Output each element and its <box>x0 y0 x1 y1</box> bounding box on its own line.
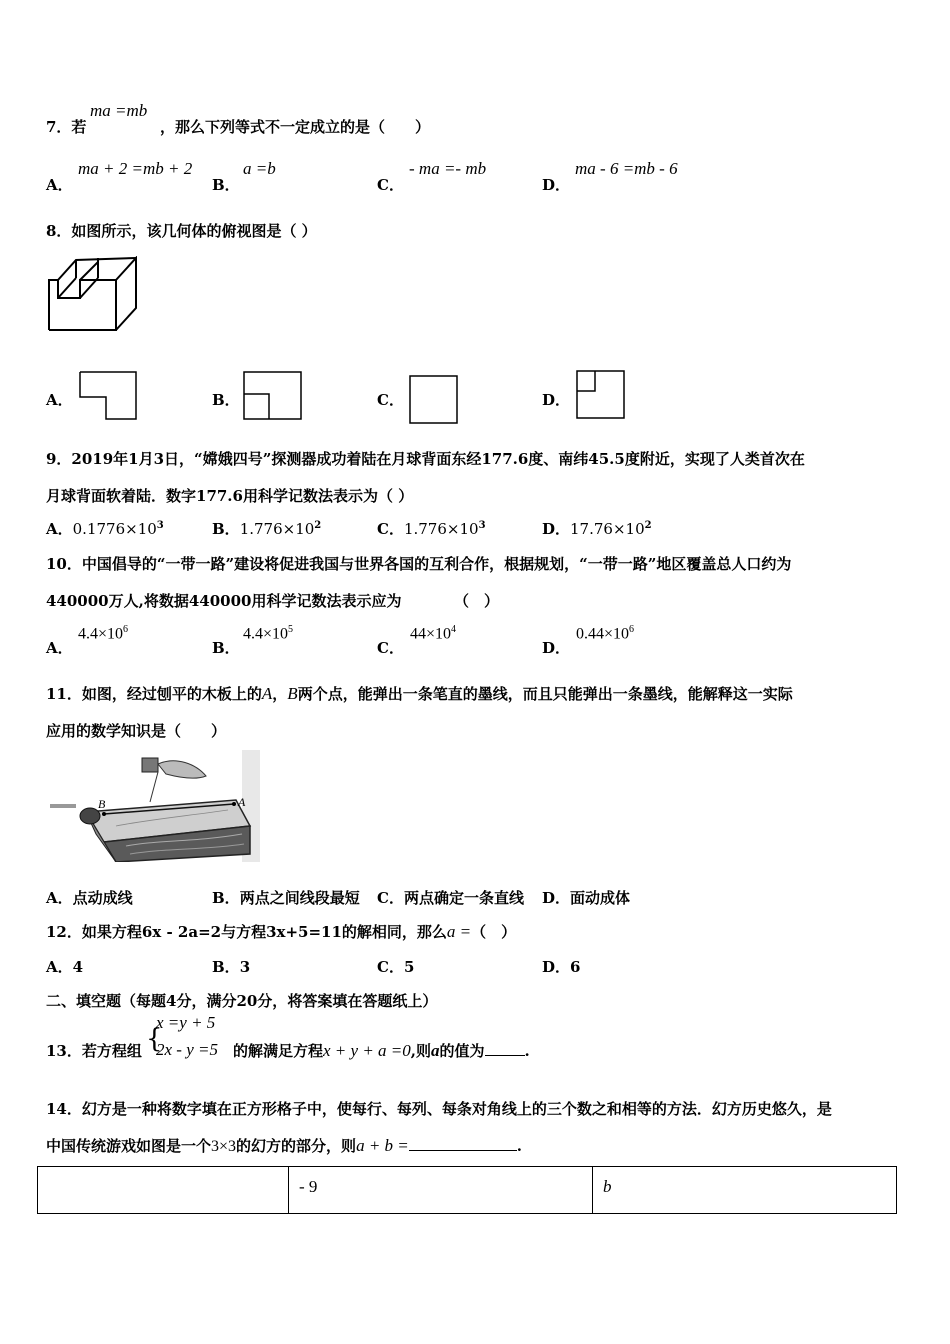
q10-option-b-base: 4.4×10 <box>243 625 289 643</box>
q9-option-d-label: D． <box>542 520 571 538</box>
q14-magic-square-table <box>37 1166 897 1214</box>
q7-number: 7．若 <box>46 118 87 136</box>
q12-option-a-text: 4 <box>72 958 84 976</box>
q11-option-d-text: 面动成体 <box>570 889 631 907</box>
q9-option-a <box>46 518 164 539</box>
q10-option-c-exp: 4 <box>451 624 457 635</box>
q9-option-b-base: 1.776×10 <box>239 520 315 538</box>
q10-option-a-label: A． <box>46 639 73 657</box>
q7-option-b-expr: a =b <box>243 159 276 178</box>
q8-option-d-figure <box>575 369 627 421</box>
q14-stem-line2 <box>46 1135 522 1156</box>
q11-point-a: A <box>261 684 273 703</box>
q12-option-c-label: C． <box>377 958 404 976</box>
q11-option-b-text: 两点之间线段最短 <box>239 889 360 907</box>
q13-stem-mid: 的解满足方程 <box>233 1042 324 1060</box>
q13-equation-3: x + y + a =0 <box>323 1041 411 1060</box>
q11-stem-suffix: 两个点，能弹出一条笔直的墨线，而且只能弹出一条墨线，能解释这一实际 <box>297 685 793 703</box>
q13-stem-tail1: ,则 <box>410 1042 432 1060</box>
q12-option-b-label: B． <box>212 958 240 976</box>
q11-option-b <box>212 887 360 908</box>
q12-option-b <box>212 956 250 977</box>
q7-option-b-label: B． <box>212 176 240 194</box>
q7-option-a-expr: ma + 2 =mb + 2 <box>78 159 193 178</box>
q7-option-a-label: A． <box>46 176 73 194</box>
q10-option-b-expr <box>243 624 293 643</box>
q10-option-b-exp: 5 <box>288 624 294 635</box>
q9-option-c-exp: 3 <box>478 520 486 531</box>
q10-option-d-expr <box>576 624 634 643</box>
q9-stem-line1: 9．2019年1月3日，“嫦娥四号”探测器成功着陆在月球背面东经177.6度、南纬45.5度附近，实现了人类首次在 <box>46 450 805 468</box>
q7-condition: ma =mb <box>90 101 148 120</box>
q8-option-c-label: C． <box>377 391 404 409</box>
q10-option-d-base: 0.44×10 <box>576 625 630 643</box>
q13-variable: a <box>431 1041 440 1060</box>
q12-variable: a = <box>446 922 472 941</box>
q11-option-d-label: D． <box>542 889 571 907</box>
q12-stem-text: 12．如果方程6x - 2a=2与方程3x+5=11的解相同，那么 <box>46 923 447 941</box>
q13-prefix: 13．若方程组 <box>46 1042 142 1060</box>
q8-option-d-label: D． <box>542 391 571 409</box>
q7-option-c-expr: - ma =- mb <box>409 159 487 178</box>
q11-figure-label-a: A <box>238 795 246 809</box>
q11-option-c-text: 两点确定一条直线 <box>403 889 524 907</box>
q13-equation-1: x =y + 5 <box>156 1013 216 1032</box>
magic-square-cell-2: - 9 <box>289 1167 593 1214</box>
q9-option-b <box>212 518 321 539</box>
q14-end: . <box>516 1137 522 1155</box>
q11-stem-prefix: 11．如图，经过刨平的木板上的 <box>46 685 262 703</box>
q10-option-b-label: B． <box>212 639 240 657</box>
q12-option-d <box>542 956 580 977</box>
q10-option-a-base: 4.4×10 <box>78 625 124 643</box>
q10-option-c-expr <box>410 624 456 643</box>
q10-option-a-expr <box>78 624 128 643</box>
q9-option-d-exp: 2 <box>644 520 652 531</box>
q11-option-c <box>377 887 524 908</box>
q11-separator: ， <box>272 685 288 703</box>
q8-option-a-label: A． <box>46 391 73 409</box>
section-heading-fill-in: 二、填空题（每题4分，满分20分，将答案填在答题纸上） <box>46 992 438 1010</box>
q9-option-a-label: A． <box>46 520 73 538</box>
q12-option-a-label: A． <box>46 958 73 976</box>
q9-stem-line2: 月球背面软着陆．数字177.6用科学记数法表示为（ ） <box>46 487 414 505</box>
q8-stem: 8．如图所示，该几何体的俯视图是（ ） <box>46 222 317 240</box>
q9-option-b-exp: 2 <box>314 520 322 531</box>
q8-option-c-figure <box>408 374 460 426</box>
q9-option-d <box>542 518 652 539</box>
q10-stem-line1: 10．中国倡导的“一带一路”建设将促进我国与世界各国的互利合作，根据规划，“一带一路”地区覆盖总人口约为 <box>46 555 792 573</box>
q9-option-a-exp: 3 <box>156 520 164 531</box>
q11-option-a-label: A． <box>46 889 73 907</box>
q7-option-d-label: D． <box>542 176 571 194</box>
q10-stem-line2: 440000万人,将数据440000用科学记数法表示应为 （ ） <box>46 592 499 610</box>
q14-stem-line1: 14．幻方是一种将数字填在正方形格子中，使每行、每列、每条对角线上的三个数之和相等的方法．幻方历史悠久，是 <box>46 1100 832 1118</box>
q11-figure-label-b: B <box>98 797 106 811</box>
q11-stem-line2: 应用的数学知识是（ ） <box>46 722 227 740</box>
q8-option-a-figure <box>78 370 140 422</box>
q9-option-d-base: 17.76×10 <box>570 520 645 538</box>
q13-answer-blank[interactable] <box>485 1041 525 1056</box>
q12-option-b-text: 3 <box>239 958 251 976</box>
q12-option-a <box>46 956 83 977</box>
q14-answer-blank[interactable] <box>409 1136 517 1151</box>
q11-carpenter-illustration <box>46 750 260 862</box>
q14-stem-mid: 的幻方的部分，则 <box>236 1137 357 1155</box>
q8-solid-figure <box>46 256 140 334</box>
q10-option-d-exp: 6 <box>629 624 635 635</box>
magic-square-cell-3: b <box>593 1167 897 1214</box>
q10-option-c-label: C． <box>377 639 404 657</box>
q14-grid-size: 3×3 <box>211 1138 237 1155</box>
q13-end: . <box>524 1042 530 1060</box>
q13-system-brace: { <box>146 1024 163 1054</box>
q11-stem-line1 <box>46 683 793 704</box>
q11-option-a-text: 点动成线 <box>72 889 133 907</box>
q10-option-c-base: 44×10 <box>410 625 452 643</box>
q12-stem <box>46 921 516 942</box>
q11-option-b-label: B． <box>212 889 240 907</box>
q7-stem: ，那么下列等式不一定成立的是（ ） <box>160 118 431 136</box>
q11-option-a <box>46 887 133 908</box>
q11-option-d <box>542 887 630 908</box>
q11-option-c-label: C． <box>377 889 404 907</box>
q9-option-b-label: B． <box>212 520 240 538</box>
q14-stem-prefix: 中国传统游戏如图是一个 <box>46 1137 212 1155</box>
q12-option-d-label: D． <box>542 958 571 976</box>
table-row <box>38 1167 897 1214</box>
q14-expression: a + b = <box>356 1136 409 1155</box>
q10-option-a-exp: 6 <box>123 624 129 635</box>
q13-stem-rest <box>233 1040 530 1061</box>
q13-stem-tail2: 的值为 <box>439 1042 485 1060</box>
q7-option-c-label: C． <box>377 176 404 194</box>
q12-option-d-text: 6 <box>570 958 581 976</box>
q11-point-b: B <box>287 684 298 703</box>
q9-option-a-base: 0.1776×10 <box>72 520 157 538</box>
magic-square-cell-1 <box>38 1167 289 1214</box>
q8-option-b-figure <box>242 370 304 422</box>
q9-option-c-label: C． <box>377 520 404 538</box>
q12-stem-tail: （ ） <box>471 923 517 941</box>
q10-option-d-label: D． <box>542 639 571 657</box>
q13-equation-2: 2x - y =5 <box>156 1040 218 1059</box>
q9-option-c <box>377 518 486 539</box>
q7-option-d-expr: ma - 6 =mb - 6 <box>575 159 678 178</box>
q9-option-c-base: 1.776×10 <box>403 520 479 538</box>
q12-option-c-text: 5 <box>403 958 415 976</box>
q12-option-c <box>377 956 414 977</box>
q8-option-b-label: B． <box>212 391 240 409</box>
